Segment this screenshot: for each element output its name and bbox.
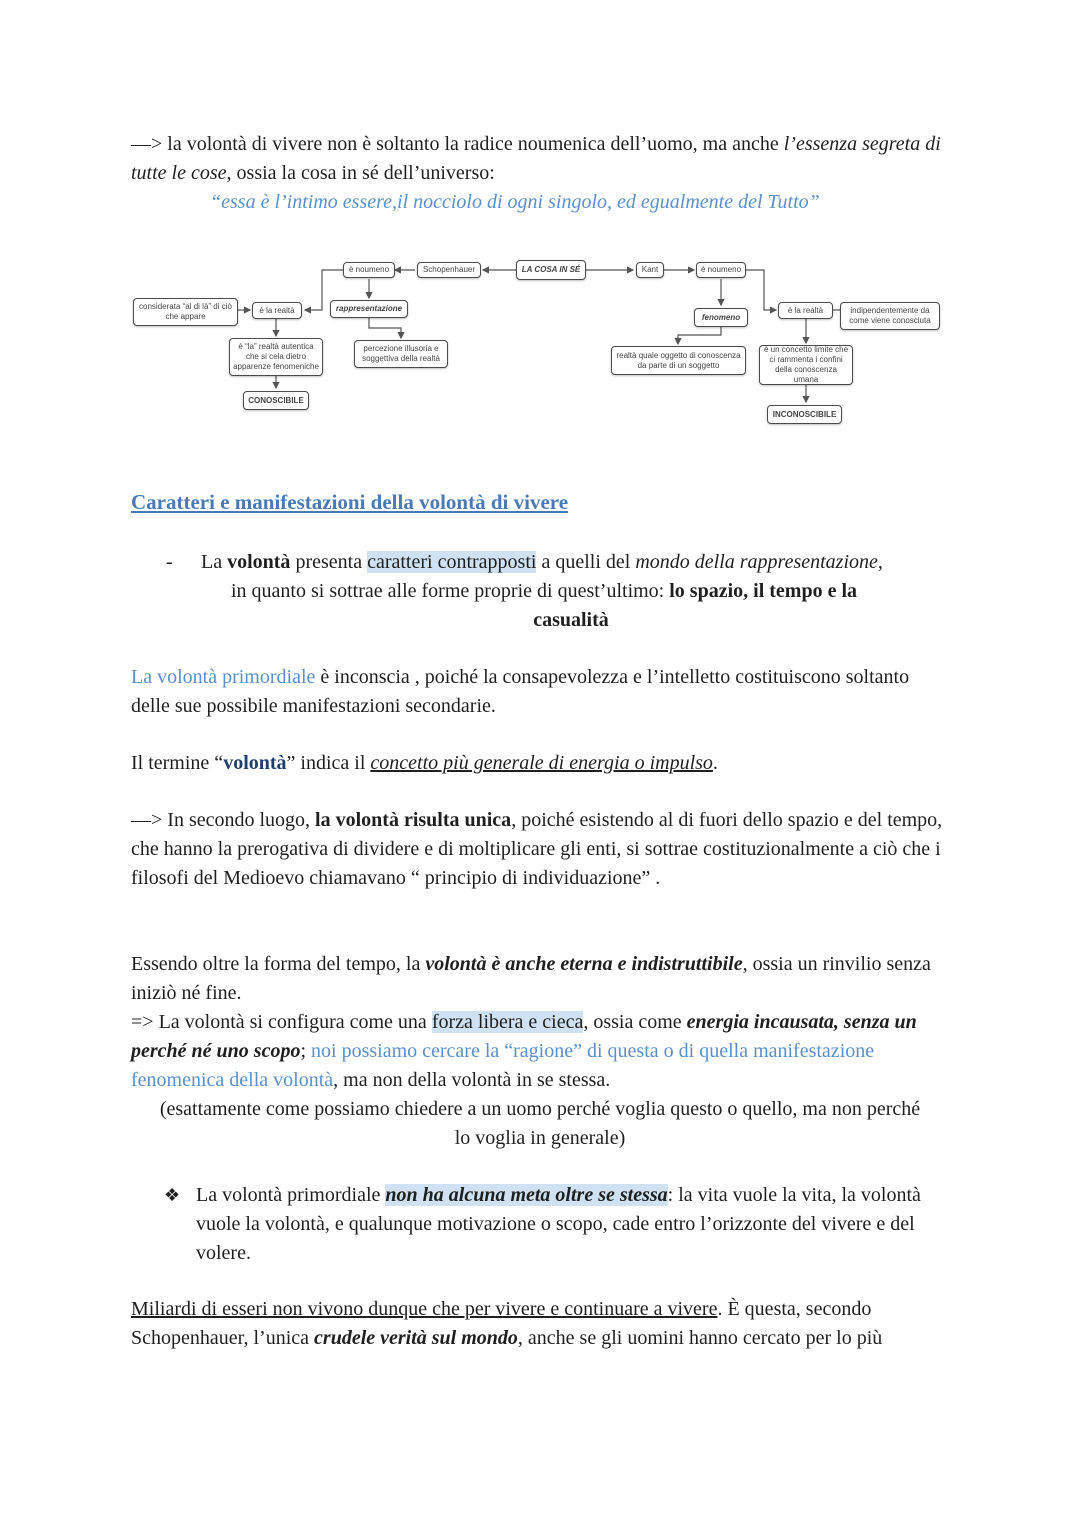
map-fenomeno-node: fenomeno (694, 308, 748, 327)
para-parenthetical: (esattamente come possiamo chiedere a un uomo perché voglia questo o quello, ma non perché lo voglia in generale) (159, 1098, 921, 1149)
para-eterna (131, 950, 951, 1008)
para-unica (131, 806, 951, 893)
text-bold-italic: energia incausata, senza un perché né uno scopo (131, 1011, 917, 1062)
map-limite-node: è un concetto limite che ci rammenta i confini della conoscenza umana (759, 345, 853, 385)
map-right-realta-node: è la realtà (778, 302, 833, 319)
arrow-marker: —> (131, 809, 163, 831)
bullet1-line2 (231, 577, 961, 606)
text: , ma non della volontà in se stessa. (333, 1069, 611, 1091)
text-blue: noi possiamo cercare la “ragione” di questa o di quella manifestazione fenomenica della volontà (131, 1040, 875, 1091)
map-autentica-node: è “la” realtà autentica che si cela dietro apparenze fenomeniche (229, 338, 323, 376)
text: In secondo luogo, (162, 809, 316, 831)
section-title: Caratteri e manifestazioni della volontà di vivere (131, 490, 569, 514)
bullet2-paragraph (196, 1181, 956, 1268)
concept-map (0, 0, 1080, 440)
intro-quote: “essa è l’intimo essere,il nocciolo di ogni singolo, ed egualmente del Tutto” (210, 191, 820, 213)
text-bold: lo spazio, il tempo e la (669, 580, 857, 602)
para-primordiale (131, 663, 931, 721)
map-center-node: LA COSA IN SÉ (516, 260, 586, 280)
text: , ossia come (583, 1011, 687, 1033)
text: La volontà primordiale (196, 1184, 386, 1206)
text-underline: concetto più generale di energia o impulso (370, 752, 713, 774)
text-bold-italic-highlight: non ha alcuna meta oltre se stessa (385, 1184, 668, 1206)
text: , anche se gli uomini hanno cercato per lo più (517, 1327, 883, 1349)
text-blue: La volontà primordiale (131, 666, 316, 688)
map-kant-node: Kant (636, 262, 664, 278)
text: ” indica il (286, 752, 371, 774)
diamond-bullet-icon: ❖ (164, 1185, 181, 1205)
text: . (712, 752, 718, 774)
arrow-marker: => (131, 1011, 154, 1033)
text: : la vita vuole la vita, la volontà vuole la volontà, e qualunque motivazione o scopo, cade entro l’orizzonte del vivere e del volere. (196, 1184, 921, 1264)
text-italic: mondo della rappresentazione (635, 551, 878, 573)
text-underline: Miliardi di esseri non vivono dunque che per vivere e continuare a vivere (131, 1298, 718, 1320)
text: La (201, 551, 228, 573)
bullet1-line3: casualità (533, 609, 609, 631)
text: Essendo oltre la forma del tempo, la (131, 953, 426, 975)
concept-map-connectors (0, 0, 1080, 440)
para-termine (131, 749, 951, 778)
map-conoscibile-node: CONOSCIBILE (243, 391, 309, 410)
intro-text-end: , ossia la cosa in sé dell’universo: (226, 162, 495, 184)
intro-text: la volontà di vivere non è soltanto la radice noumenica dell’uomo, ma anche (162, 133, 784, 155)
text-bold: volontà (223, 752, 287, 774)
map-percezione-node: percezione illusoria e soggettiva della realtà (354, 340, 448, 368)
map-right-noumeno-node: è noumeno (696, 262, 746, 278)
text: La volontà si configura come una (153, 1011, 432, 1033)
map-inconoscibile-node: INCONOSCIBILE (767, 405, 842, 424)
map-left-realta-node: è la realtà (252, 302, 302, 319)
text: a quelli del (536, 551, 636, 573)
text: è inconscia , poiché la consapevolezza e l’intelletto costituiscono soltanto delle sue possibile manifestazioni secondarie. (131, 666, 910, 717)
text: , (877, 551, 883, 573)
bullet1-line1 (201, 548, 961, 577)
text-bold: volontà (227, 551, 291, 573)
map-oggetto-node: realtà quale oggetto di conoscenza da parte di un soggetto (611, 346, 746, 375)
para-miliardi (131, 1295, 951, 1353)
map-rappresentazione-node: rappresentazione (330, 300, 408, 318)
text-highlight: forza libera e cieca (431, 1011, 584, 1033)
text: in quanto si sottrae alle forme proprie di quest’ultimo: (231, 580, 670, 602)
para-forza (131, 1008, 951, 1095)
text-bold-italic: crudele verità sul mondo (314, 1327, 518, 1349)
text: Il termine “ (131, 752, 224, 774)
text-bold-italic: volontà è anche eterna e indistruttibile (425, 953, 743, 975)
map-schopenhauer-node: Schopenhauer (417, 262, 481, 278)
text: presenta (290, 551, 368, 573)
text-highlight: caratteri contrapposti (367, 551, 537, 573)
text: . È questa, secondo Schopenhauer, l’unica (131, 1298, 872, 1349)
text: ; (300, 1040, 312, 1062)
map-indipendentemente-node: indipendentemente da come viene conosciuta (840, 302, 940, 330)
text: , poiché esistendo al di fuori dello spazio e del tempo, che hanno la prerogativa di dividere e di moltiplicare gli enti, si sottrae costituzionalmente a ciò che i filosofi del Medioevo chiamavano “ principio di individuazione” . (131, 809, 943, 889)
text: , ossia un rinvilio senza iniziò né fine. (131, 953, 931, 1004)
intro-italic: l’essenza segreta di tutte le cose (131, 133, 941, 184)
map-left-noumeno-node: è noumeno (343, 262, 395, 278)
map-considerata-node: considerata “al di là” di ciò che appare (133, 298, 238, 326)
dash-marker: - (166, 551, 173, 573)
text-bold: la volontà risulta unica (315, 809, 512, 831)
arrow-marker: —> (131, 133, 163, 155)
